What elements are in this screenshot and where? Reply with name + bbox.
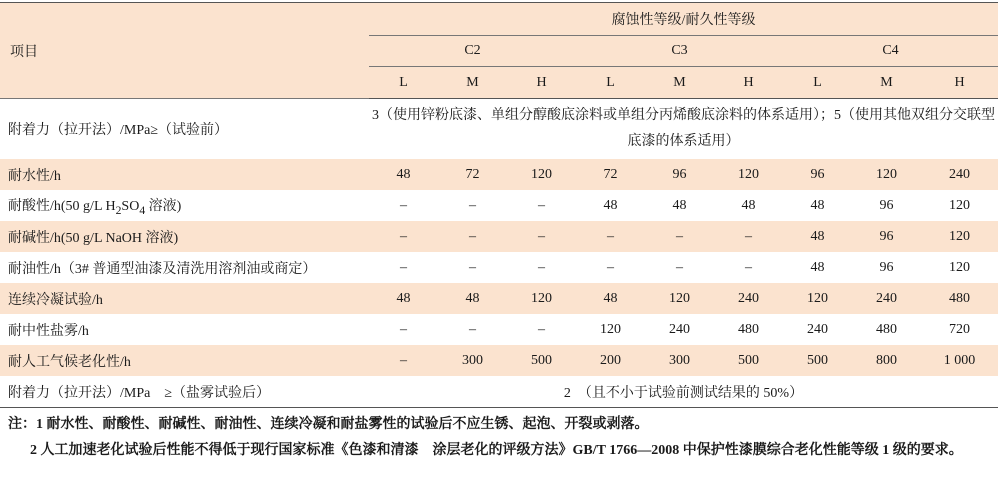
table-cell: 96 (852, 221, 921, 252)
header-level: M (645, 67, 714, 99)
row-label: 耐水性/h (0, 159, 369, 190)
table-cell: 300 (645, 345, 714, 376)
table-cell: – (645, 221, 714, 252)
header-group: 腐蚀性等级/耐久性等级 (369, 3, 998, 36)
table-cell: 800 (852, 345, 921, 376)
table-cell: 300 (438, 345, 507, 376)
table-row (0, 345, 998, 376)
table-cell: – (538, 321, 545, 337)
table-row (0, 159, 998, 190)
table-cell: 1 000 (921, 345, 998, 376)
table-cell: 240 (807, 321, 828, 337)
table-row (0, 376, 998, 408)
table-cell: – (400, 321, 407, 337)
table-cell: 120 (852, 159, 921, 190)
table-cell: 240 (921, 159, 998, 190)
table-cell: – (745, 259, 752, 275)
table-cell: 500 (714, 345, 783, 376)
table-cell: 120 (949, 197, 971, 213)
header-level: M (852, 67, 921, 99)
row-label: 附着力（拉开法）/MPa ≥（盐雾试验后） (0, 376, 369, 408)
row-label: 耐酸性/h(50 g/L $H_2SO_4$ 溶液) (8, 198, 182, 217)
table-cell: – (676, 259, 683, 275)
table-cell: – (469, 321, 476, 337)
table-cell: 240 (714, 283, 783, 314)
table-row (0, 252, 998, 283)
note-2: 2 人工加速老化试验后性能不得低于现行国家标准《色漆和清漆 涂层老化的评级方法》GB/T 1766—2008 中保护性漆膜综合老化性能等级 1 级的要求。 (30, 443, 963, 458)
note-1: 注：1 耐水性、耐酸性、耐碱性、耐油性、连续冷凝和耐盐雾性的试验后不应生锈、起泡、开裂或剥落。 (8, 417, 649, 432)
table-cell: – (469, 259, 476, 275)
header-level: H (507, 67, 576, 99)
table-cell: 500 (783, 345, 852, 376)
header-level: L (369, 67, 438, 99)
table-row (0, 190, 998, 221)
table-cell: 120 (600, 321, 621, 337)
table-cell: 480 (921, 283, 998, 314)
row-label: 附着力（拉开法）/MPa≥（试验前） (8, 123, 229, 138)
table-row (0, 99, 998, 160)
table-cell: 96 (783, 159, 852, 190)
table-cell: 48 (438, 283, 507, 314)
header-level: L (783, 67, 852, 99)
table-cell: – (576, 221, 645, 252)
table-cell: 48 (810, 197, 825, 213)
table-cell: – (607, 259, 614, 275)
table-cell: – (369, 221, 438, 252)
table-cell: – (400, 259, 407, 275)
table-cell: – (714, 221, 783, 252)
table-cell: 48 (741, 197, 756, 213)
table-notes (8, 412, 993, 464)
row-label: 耐油性/h（3# 普通型油漆及清洗用溶剂油或商定） (8, 261, 317, 277)
table-cell: 480 (738, 321, 759, 337)
row-label: 耐碱性/h(50 g/L NaOH 溶液) (0, 221, 369, 252)
header-level: M (438, 67, 507, 99)
table-cell: 120 (949, 259, 971, 275)
table-cell: – (369, 345, 438, 376)
table-cell: 72 (576, 159, 645, 190)
table-row (0, 283, 998, 314)
table-cell: – (438, 221, 507, 252)
table-cell: 48 (369, 283, 438, 314)
table-cell: 96 (645, 159, 714, 190)
table-row (0, 221, 998, 252)
row-label: 耐中性盐雾/h (8, 323, 89, 339)
row-label: 耐人工气候老化性/h (0, 345, 369, 376)
table-cell: 48 (810, 259, 825, 275)
header-class-c3: C3 (576, 36, 783, 67)
table-cell: 720 (949, 321, 971, 337)
table-cell: 200 (576, 345, 645, 376)
header-project: 项目 (0, 3, 369, 99)
header-level: L (576, 67, 645, 99)
table-cell: 500 (507, 345, 576, 376)
table-cell: 48 (603, 197, 618, 213)
performance-table (0, 2, 998, 408)
table-cell: 480 (876, 321, 897, 337)
table-cell: 48 (672, 197, 687, 213)
table-cell: – (469, 197, 476, 213)
table-cell: 96 (879, 259, 894, 275)
row-span-text: 2 （且不小于试验前测试结果的 50%） (369, 376, 998, 408)
table-cell: 120 (714, 159, 783, 190)
row-span-text: 3（使用锌粉底漆、单组分醇酸底涂料或单组分丙烯酸底涂料的体系适用）；5（使用其他双组分交联型底漆的体系适用） (372, 108, 996, 149)
table-cell: 120 (507, 159, 576, 190)
table-cell: 120 (507, 283, 576, 314)
header-level: H (714, 67, 783, 99)
header-level: H (921, 67, 998, 99)
table-cell: 48 (576, 283, 645, 314)
table-cell: – (400, 197, 407, 213)
table-cell: – (507, 221, 576, 252)
table-cell: 120 (783, 283, 852, 314)
table-cell: 240 (852, 283, 921, 314)
table-cell: 120 (645, 283, 714, 314)
table-cell: 72 (438, 159, 507, 190)
table-cell: – (538, 259, 545, 275)
table-cell: 48 (369, 159, 438, 190)
table-cell: 120 (921, 221, 998, 252)
table-cell: – (538, 197, 545, 213)
header-class-c4: C4 (783, 36, 998, 67)
table-row (0, 314, 998, 345)
header-class-c2: C2 (369, 36, 576, 67)
table-cell: 96 (879, 197, 894, 213)
table-cell: 240 (669, 321, 690, 337)
table-cell: 48 (783, 221, 852, 252)
row-label: 连续冷凝试验/h (0, 283, 369, 314)
